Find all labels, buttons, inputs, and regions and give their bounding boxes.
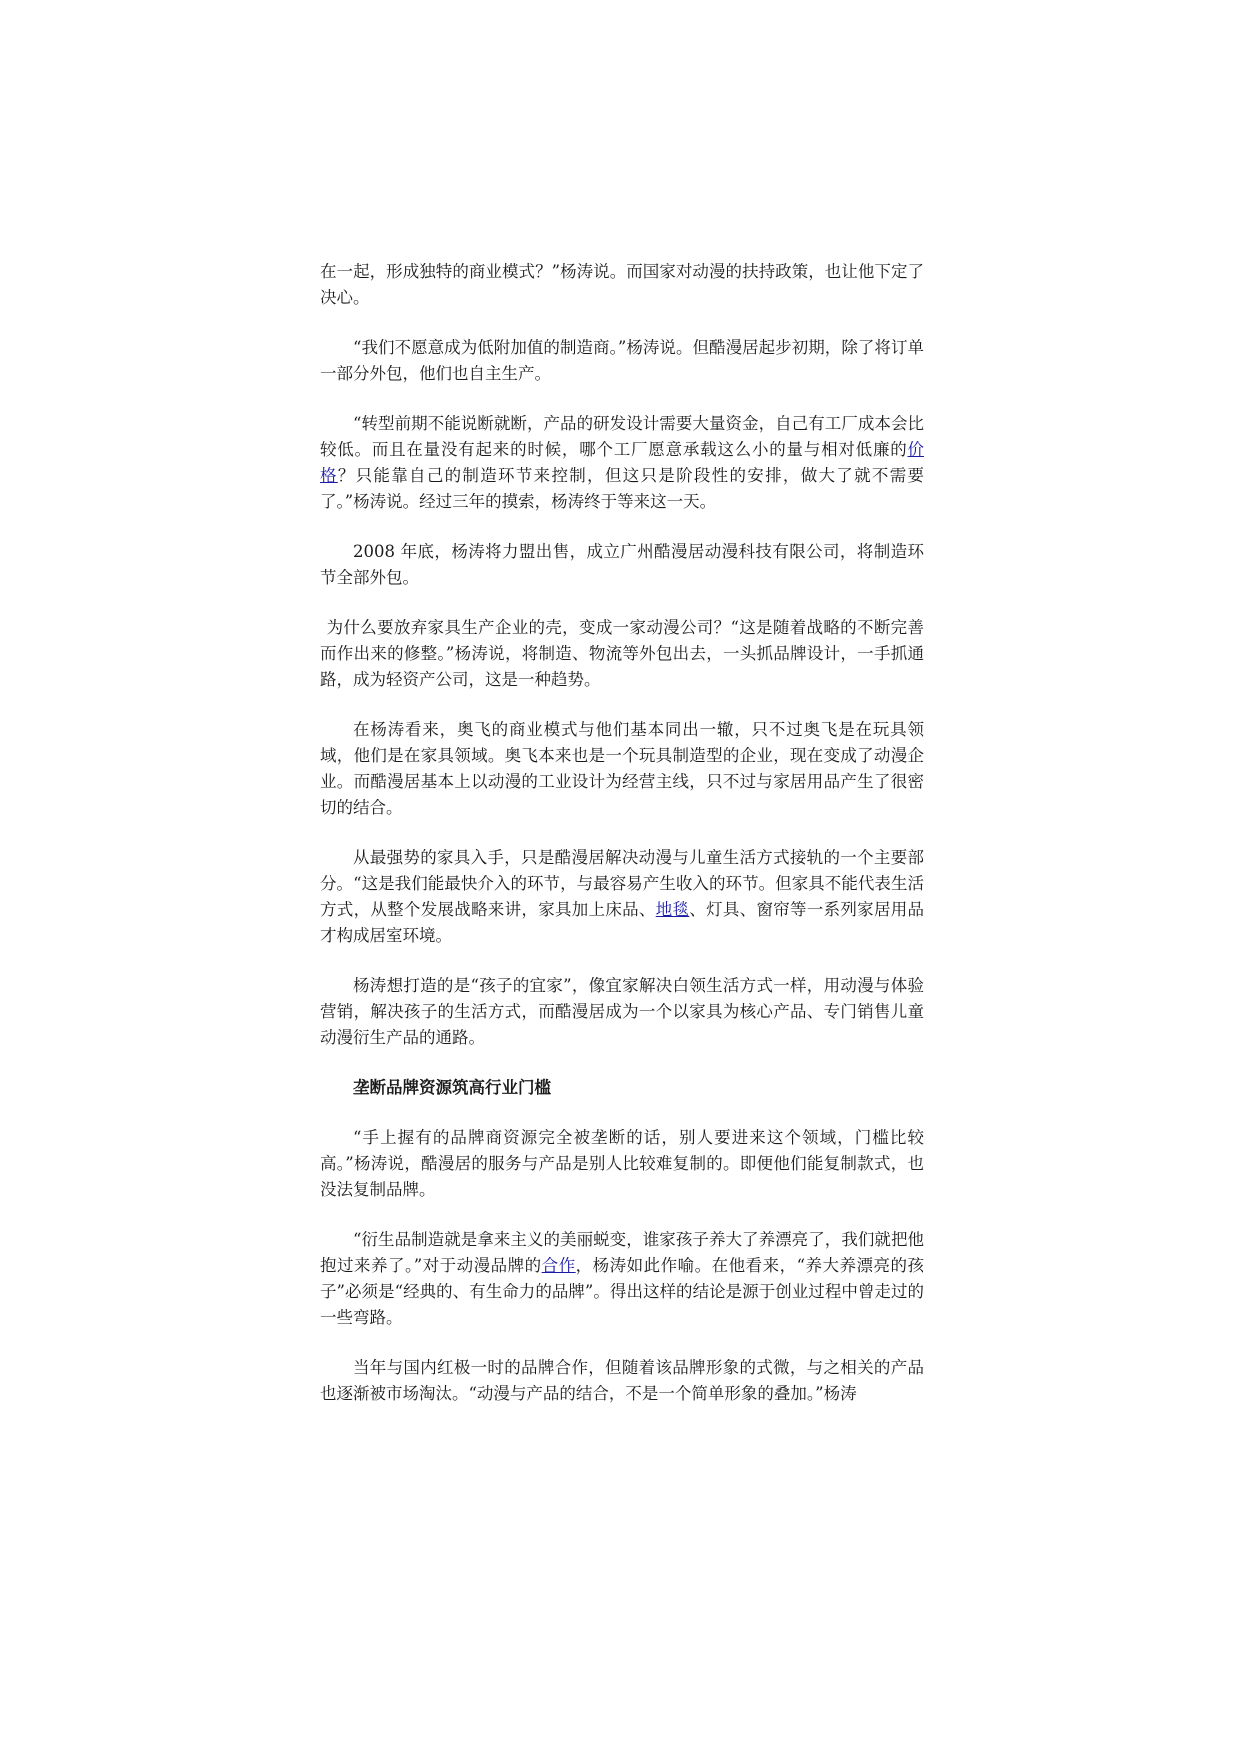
paragraph-text: 当年与国内红极一时的品牌合作，但随着该品牌形象的式微，与之相关的产品也逐渐被市场淘汰。“动漫与产品的结合，不是一个简单形象的叠加。”杨涛 <box>320 1358 924 1403</box>
body-paragraph <box>320 1227 924 1331</box>
body-paragraph <box>320 1355 924 1407</box>
inline-link[interactable]: 价格 <box>320 440 924 485</box>
paragraph-text: “衍生品制造就是拿来主义的美丽蜕变，谁家孩子养大了养漂亮了，我们就把他抱过来养了。”对于动漫品牌的 <box>320 1230 924 1275</box>
body-paragraph <box>320 845 924 949</box>
paragraph-text: ？只能靠自己的制造环节来控制，但这只是阶段性的安排，做大了就不需要了。”杨涛说。经过三年的摸索，杨涛终于等来这一天。 <box>320 466 925 511</box>
body-paragraph <box>320 717 924 821</box>
inline-link[interactable]: 地毯 <box>655 900 690 919</box>
body-paragraph <box>320 259 924 311</box>
body-paragraph <box>320 1125 924 1203</box>
paragraph-text: 为什么要放弃家具生产企业的壳，变成一家动漫公司？“这是随着战略的不断完善而作出来的修整。”杨涛说，将制造、物流等外包出去，一头抓品牌设计，一手抓通路，成为轻资产公司，这是一种趋势。 <box>320 618 924 689</box>
section-heading <box>320 1075 924 1101</box>
inline-link[interactable]: 合作 <box>541 1256 576 1275</box>
paragraph-text: 从最强势的家具入手，只是酷漫居解决动漫与儿童生活方式接轨的一个主要部分。“这是我们能最快介入的环节，与最容易产生收入的环节。但家具不能代表生活方式，从整个发展战略来讲，家具加上床品、 <box>320 848 924 919</box>
body-paragraph <box>320 615 924 693</box>
paragraph-text: “转型前期不能说断就断，产品的研发设计需要大量资金，自己有工厂成本会比较低。而且在量没有起来的时候，哪个工厂愿意承载这么小的量与相对低廉的 <box>320 414 924 459</box>
paragraph-text: 、灯具、窗帘等一系列家居用品才构成居室环境。 <box>320 900 925 945</box>
body-paragraph <box>320 335 924 387</box>
body-paragraph <box>320 411 924 515</box>
paragraph-text: 杨涛想打造的是“孩子的宜家”，像宜家解决白领生活方式一样，用动漫与体验营销，解决孩子的生活方式，而酷漫居成为一个以家具为核心产品、专门销售儿童动漫衍生产品的通路。 <box>320 976 924 1047</box>
paragraph-text: “手上握有的品牌商资源完全被垄断的话，别人要进来这个领域，门槛比较高。”杨涛说，酷漫居的服务与产品是别人比较难复制的。即便他们能复制款式，也没法复制品牌。 <box>320 1128 924 1199</box>
paragraph-text: 2008 年底，杨涛将力盟出售，成立广州酷漫居动漫科技有限公司，将制造环节全部外包。 <box>320 542 924 587</box>
document-page <box>320 259 924 1431</box>
paragraph-text: 在杨涛看来，奥飞的商业模式与他们基本同出一辙，只不过奥飞是在玩具领域，他们是在家具领域。奥飞本来也是一个玩具制造型的企业，现在变成了动漫企业。而酷漫居基本上以动漫的工业设计为经营主线，只不过与家居用品产生了很密切的结合。 <box>320 720 924 817</box>
paragraph-text: ，杨涛如此作喻。在他看来，“养大养漂亮的孩子”必须是“经典的、有生命力的品牌”。得出这样的结论是源于创业过程中曾走过的一些弯路。 <box>320 1256 925 1327</box>
body-paragraph <box>320 973 924 1051</box>
paragraph-text: 垄断品牌资源筑高行业门槛 <box>353 1078 551 1097</box>
paragraph-text: 在一起，形成独特的商业模式？”杨涛说。而国家对动漫的扶持政策，也让他下定了决心。 <box>320 262 924 307</box>
paragraph-text: “我们不愿意成为低附加值的制造商。”杨涛说。但酷漫居起步初期，除了将订单一部分外包，他们也自主生产。 <box>320 338 924 383</box>
body-paragraph <box>320 539 924 591</box>
